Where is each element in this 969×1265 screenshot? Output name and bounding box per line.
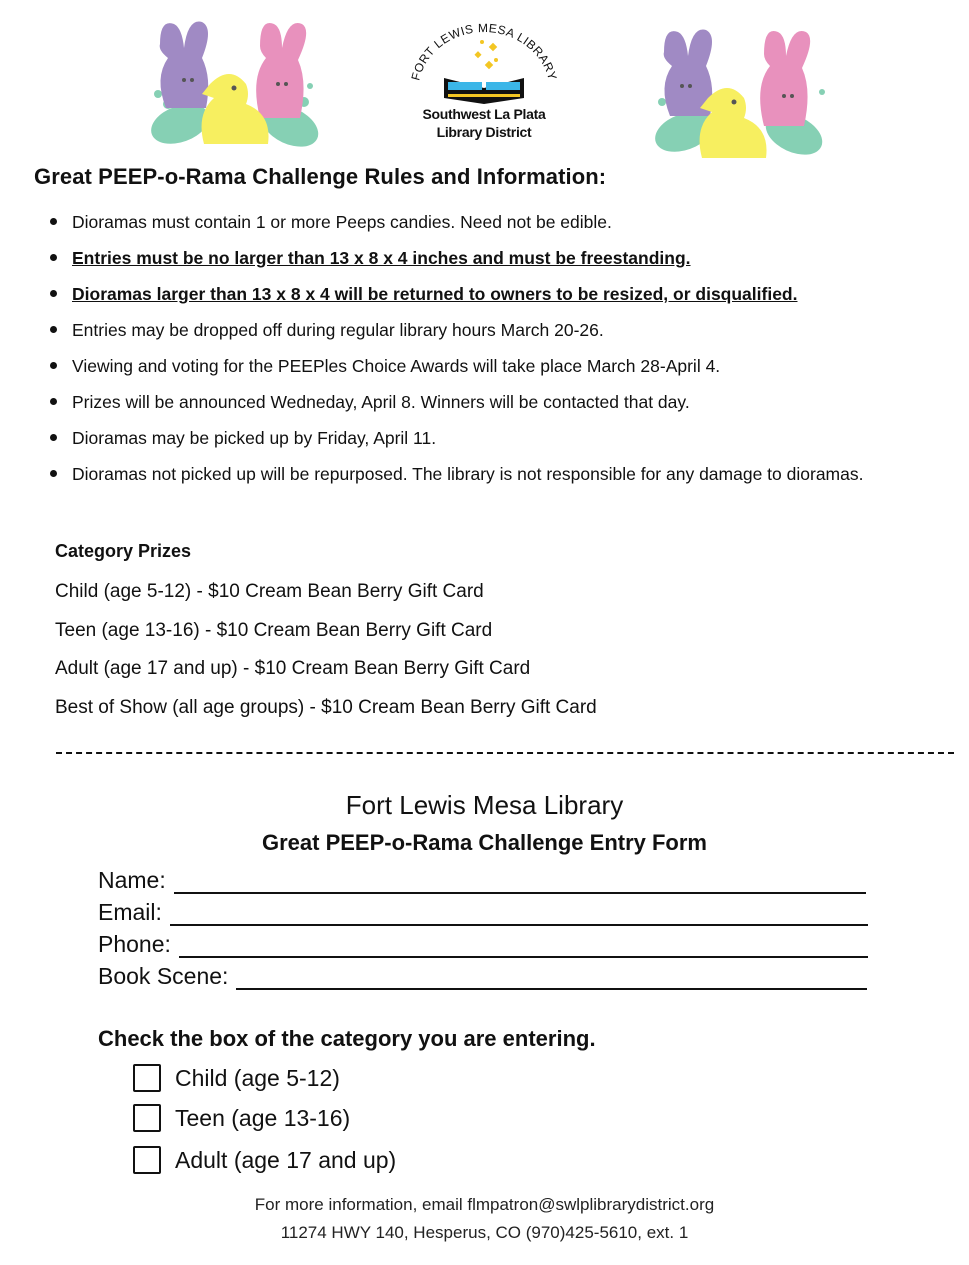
library-logo xyxy=(404,22,564,148)
name-input[interactable] xyxy=(174,870,866,894)
form-title: Great PEEP-o-Rama Challenge Entry Form xyxy=(262,830,707,855)
rule-item: Entries may be dropped off during regular library hours March 20-26. xyxy=(48,312,928,348)
rule-item: Dioramas not picked up will be repurposed. The library is not responsible for any damage to dioramas. xyxy=(48,456,928,492)
phone-label: Phone: xyxy=(98,931,171,957)
prize-item: Best of Show (all age groups) - $10 Cream Bean Berry Gift Card xyxy=(55,696,597,718)
rule-item: Prizes will be announced Wedneday, April 8. Winners will be contacted that day. xyxy=(48,384,928,420)
prizes-list xyxy=(55,573,597,727)
book-scene-label: Book Scene: xyxy=(98,963,229,989)
prize-item: Child (age 5-12) - $10 Cream Bean Berry Gift Card xyxy=(55,581,484,602)
name-label: Name: xyxy=(98,867,166,893)
phone-field xyxy=(98,928,868,958)
email-label: Email: xyxy=(98,899,162,925)
checkbox-adult[interactable] xyxy=(133,1146,161,1174)
svg-text:FORT LEWIS MESA LIBRARY: FORT LEWIS MESA LIBRARY xyxy=(408,22,560,82)
email-input[interactable] xyxy=(170,902,868,926)
peeps-decoration-left xyxy=(140,14,330,156)
name-field xyxy=(98,864,866,894)
category-label: Child (age 5-12) xyxy=(175,1064,340,1091)
footer-contact-email: For more information, email flmpatron@swlplibrarydistrict.org xyxy=(254,1195,715,1214)
phone-input[interactable] xyxy=(179,934,868,958)
category-label: Teen (age 13-16) xyxy=(175,1104,351,1131)
checkbox-child[interactable] xyxy=(133,1064,161,1092)
category-option-child[interactable] xyxy=(133,1064,340,1092)
book-scene-input[interactable] xyxy=(236,966,867,990)
cut-line-divider xyxy=(56,752,954,754)
book-scene-field xyxy=(98,960,867,990)
prize-item: Adult (age 17 and up) - $10 Cream Bean Berry Gift Card xyxy=(55,658,531,679)
logo-line-1: Southwest La Plata xyxy=(422,106,546,122)
logo-line-2: Library District xyxy=(436,124,532,140)
prizes-heading: Category Prizes xyxy=(55,541,192,561)
rule-item: Dioramas may be picked up by Friday, April 11. xyxy=(48,420,928,456)
rule-item: Dioramas must contain 1 or more Peeps candies. Need not be edible. xyxy=(48,204,928,240)
footer-address: 11274 HWY 140, Hesperus, CO (970)425-5610, ext. 1 xyxy=(280,1223,689,1242)
rule-item: Viewing and voting for the PEEPles Choice Awards will take place March 28-April 4. xyxy=(48,348,928,384)
rules-list xyxy=(48,204,928,492)
category-option-teen[interactable] xyxy=(133,1104,350,1132)
form-library-name: Fort Lewis Mesa Library xyxy=(345,790,624,820)
category-check-heading: Check the box of the category you are entering. xyxy=(98,1026,596,1051)
prize-item: Teen (age 13-16) - $10 Cream Bean Berry Gift Card xyxy=(55,619,493,641)
open-book-logo-icon xyxy=(404,22,564,106)
checkbox-teen[interactable] xyxy=(133,1104,161,1132)
category-label: Adult (age 17 and up) xyxy=(175,1146,397,1173)
rule-item-size-limit: Entries must be no larger than 13 x 8 x 4 inches and must be freestanding. xyxy=(48,240,928,276)
peeps-decoration-right xyxy=(644,22,834,164)
category-option-adult[interactable] xyxy=(133,1146,396,1174)
rules-title: Great PEEP-o-Rama Challenge Rules and Information: xyxy=(34,164,607,189)
rule-item-oversize: Dioramas larger than 13 x 8 x 4 will be returned to owners to be resized, or disqualified. xyxy=(48,276,928,312)
email-field xyxy=(98,896,868,926)
